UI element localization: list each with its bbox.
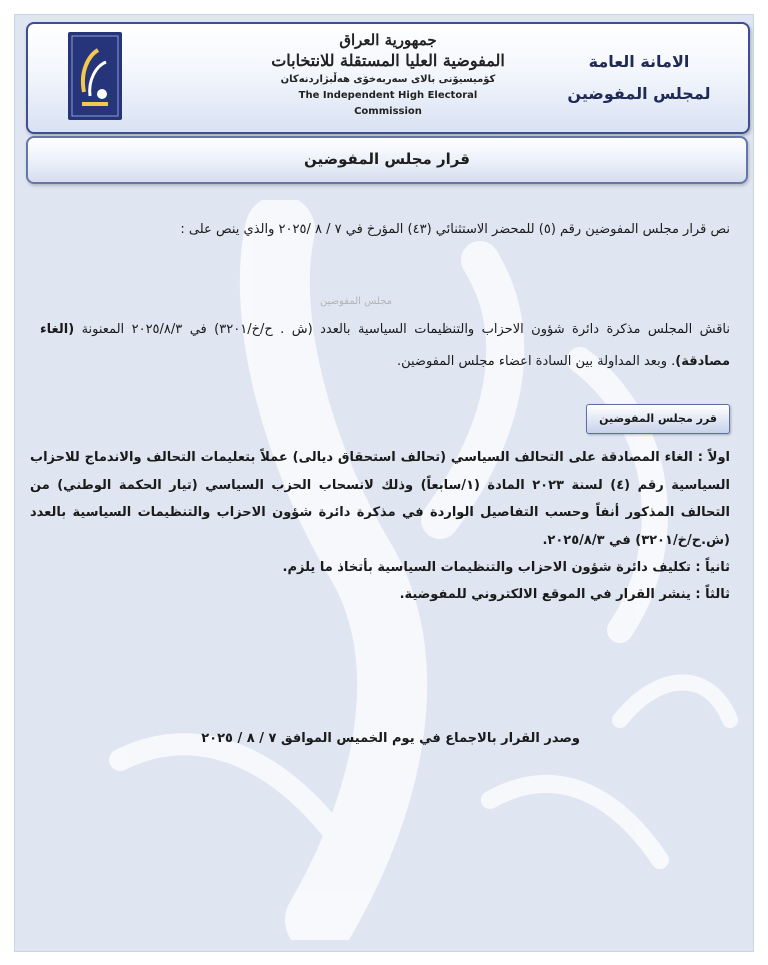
decision-item-2: ثانياً : تكليف دائرة شؤون الاحزاب والتنظيمات السياسية بأتخاذ ما يلزم. [282,560,730,575]
header-commission-kurdish: كۆمیسیۆنی بالای سەربەخۆی هەڵبژاردنەکان [280,74,496,85]
intro-paragraph: نص قرار مجلس المفوضين رقم (٥) للمحضر الاستثنائي (٤٣) المؤرخ في ٧ / ٨ /٢٠٢٥ والذي ينص على : [180,222,730,237]
faint-stamp-text: مجلس المفوضين [320,296,393,307]
closing-statement: وصدر القرار بالاجماع في يوم الخميس الموافق ٧ / ٨ / ٢٠٢٥ [201,731,580,746]
letterhead [26,22,750,134]
decision-items [30,444,730,608]
decision-item-3: ثالثاً : ينشر القرار في الموقع الالكتروني للمفوضية. [399,587,730,602]
header-commission-arabic: المفوضية العليا المستقلة للانتخابات [271,51,505,70]
discussion-paragraph [40,314,730,378]
document-title: قرار مجلس المفوضين [26,136,748,184]
letterhead-secretariat [554,46,724,110]
header-republic: جمهورية العراق [339,31,437,49]
secretariat-line-2: لمجلس المفوضين [567,84,711,103]
letterhead-center [268,30,508,126]
discussion-text-1: ناقش المجلس مذكرة دائرة شؤون الاحزاب والتنظيمات السياسية بالعدد (ش . ح/خ/٣٢٠١) في ٢٠٢٥/٨/٣ المعنونة [74,322,730,337]
discussion-bold: (الغاء مصادقة) [40,322,730,369]
discussion-text-2: . وبعد المداولة بين السادة اعضاء مجلس المفوضين. [396,354,676,369]
decision-label-badge: قرر مجلس المفوضين [586,404,730,434]
commission-logo [68,32,122,120]
secretariat-line-1: الامانة العامة [588,52,690,71]
decision-item-1: اولاً : الغاء المصادقة على التحالف السياسي (تحالف استحقاق ديالى) عملاً بتعليمات التحالف والاندماج للاحزاب السياسية رقم (٤) لسنة ٢٠٢٣ المادة (١/سابعاً) وذلك لانسحاب الحزب السياسي (تيار الحكمة الوطني) من التحالف المذكور أنفاً وحسب التفاصيل الواردة في مذكرة دائرة شؤون الاحزاب والتنظيمات السياسية بالعدد (ش.ح/خ/٣٢٠١) في ٢٠٢٥/٨/٣. [30,450,730,548]
header-commission-english: The Independent High Electoral Commission [298,90,478,117]
